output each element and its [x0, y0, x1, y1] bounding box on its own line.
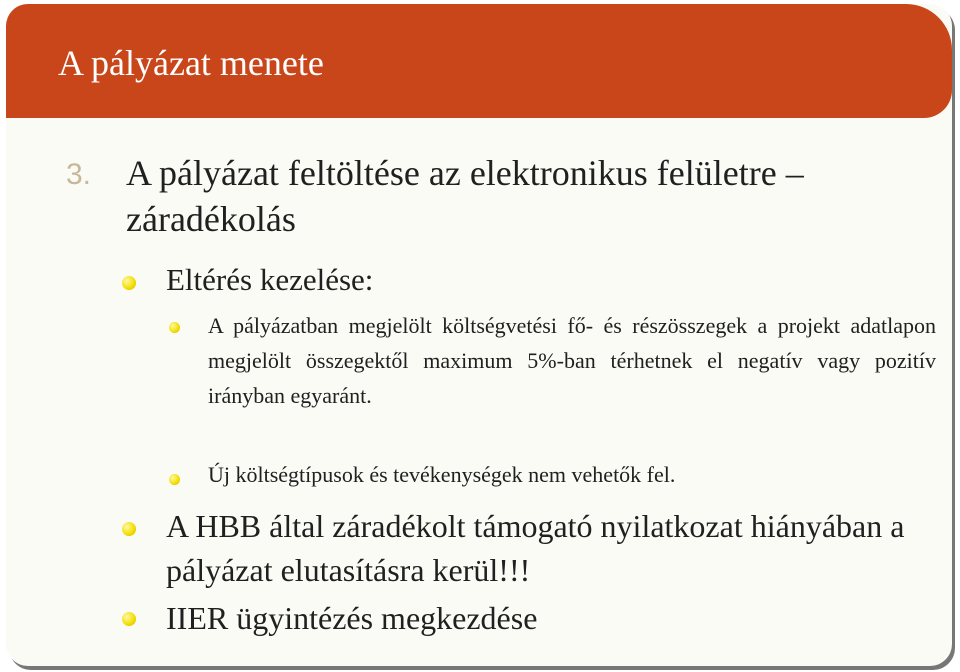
bullet-dot-icon	[122, 522, 136, 536]
slide-title: A pályázat menete	[58, 43, 324, 83]
section-heading: A pályázat feltöltése az elektronikus felületre – záradékolás	[126, 153, 804, 239]
bullet-dot-icon	[122, 612, 136, 626]
sub-bullet-item: A pályázatban megjelölt költségvetési fő- és részösszegek a projekt adatlapon megjelölt összegektől maximum 5%-ban térhetnek el negatív vagy pozitív irányban egyaránt.	[208, 313, 936, 408]
section-number: 3.	[66, 158, 92, 191]
bullet-item: A HBB által záradékolt támogató nyilatkozat hiányában a pályázat elutasításra kerül!!!	[166, 508, 905, 588]
sub-bullet-item: Új költségtípusok és tevékenységek nem vehetők fel.	[208, 462, 676, 487]
bullet-item: Eltérés kezelése:	[166, 262, 374, 297]
sub-bullet-dot-icon	[169, 474, 180, 485]
bullet-item: IIER ügyintézés megkezdése	[166, 600, 538, 636]
sub-bullet-dot-icon	[169, 322, 180, 333]
bullet-dot-icon	[122, 276, 136, 290]
